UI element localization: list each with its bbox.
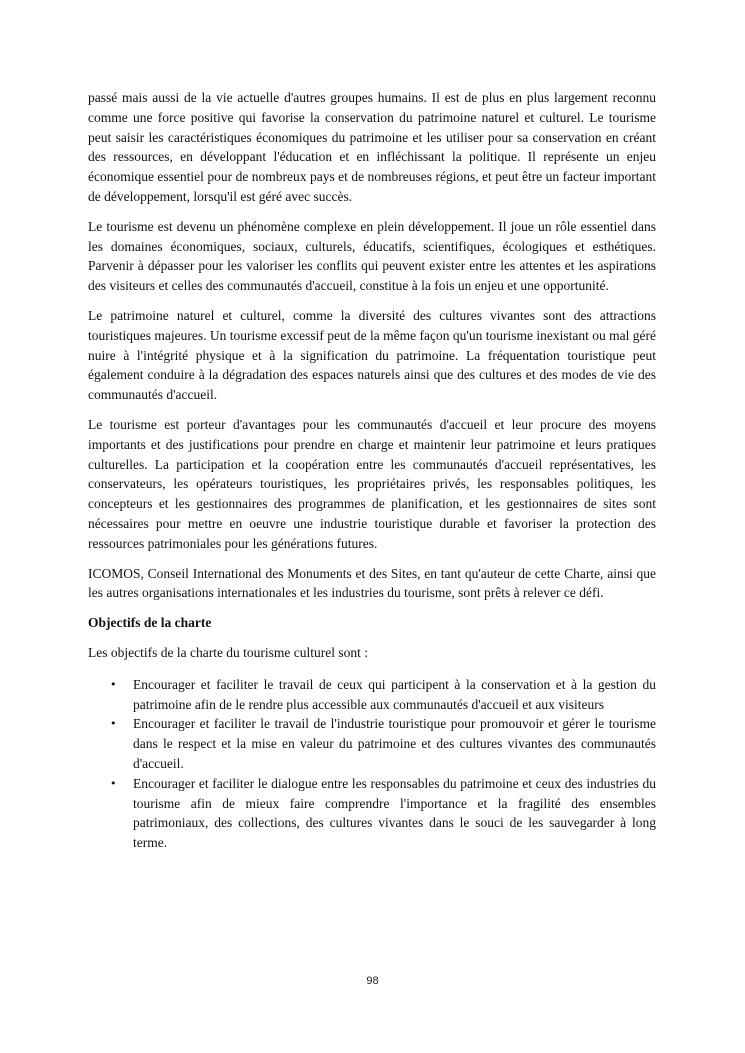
- body-paragraph: ICOMOS, Conseil International des Monuments et des Sites, en tant qu'auteur de cette Charte, ainsi que les autres organisations internationales et les industries du tourisme, sont prêts à relever ce défi.: [88, 565, 656, 601]
- list-item-text: Encourager et faciliter le travail de l'industrie touristique pour promouvoir et gérer le tourisme dans le respect et la mise en valeur du patrimoine et des cultures vivantes des communautés d'accueil.: [133, 716, 656, 771]
- list-item-text: Encourager et faciliter le travail de ceux qui participent à la conservation et à la gestion du patrimoine afin de le rendre plus accessible aux communautés d'accueil et aux visiteurs: [133, 676, 656, 712]
- list-item-text: Encourager et faciliter le dialogue entre les responsables du patrimoine et ceux des industries du tourisme afin de mieux faire comprendre l'importance et la fragilité des ensembles patrimoniaux, des collections, des cultures vivantes dans le souci de les sauvegarder à long terme.: [133, 775, 656, 851]
- bullet-icon: •: [110, 776, 117, 790]
- page-number: 98: [366, 975, 379, 987]
- body-paragraph: passé mais aussi de la vie actuelle d'autres groupes humains. Il est de plus en plus largement reconnu comme une force positive qui favorise la conservation du patrimoine naturel et culturel. Le tourisme peut saisir les caractéristiques économiques du patrimoine et les utiliser pour sa conservation en créant des ressources, en développant l'éducation et en infléchissant la politique. Il représente un enjeu économique essentiel pour de nombreux pays et de nombreuses régions, et peut être un facteur important de développement, lorsqu'il est géré avec succès.: [88, 90, 656, 204]
- objectives-list: [88, 675, 656, 853]
- document-page: [88, 88, 656, 853]
- body-paragraph: Le patrimoine naturel et culturel, comme la diversité des cultures vivantes sont des attractions touristiques majeures. Un tourisme excessif peut de la même façon qu'un tourisme inexistant ou mal géré nuire à l'intégrité physique et à la signification du patrimoine. La fréquentation touristique peut également conduire à la dégradation des espaces naturels ainsi que des cultures et des modes de vie des communautés d'accueil.: [88, 307, 656, 403]
- list-item: [88, 675, 656, 715]
- bullet-icon: •: [110, 677, 117, 691]
- list-item: [88, 714, 656, 773]
- body-paragraph: Le tourisme est devenu un phénomène complexe en plein développement. Il joue un rôle essentiel dans les domaines économiques, sociaux, culturels, éducatifs, scientifiques, écologiques et esthétiques. Parvenir à dépasser pour les valoriser les conflits qui peuvent exister entre les attentes et les aspirations des visiteurs et celles des communautés d'accueil, constitue à la fois un enjeu et une opportunité.: [88, 218, 656, 294]
- bullet-icon: •: [110, 717, 117, 731]
- objectives-intro: Les objectifs de la charte du tourisme culturel sont :: [88, 644, 369, 660]
- list-item: [88, 774, 656, 853]
- body-paragraph: Le tourisme est porteur d'avantages pour les communautés d'accueil et leur procure des moyens importants et des justifications pour prendre en charge et maintenir leur patrimoine et leurs pratiques culturelles. La participation et la coopération entre les communautés d'accueil représentatives, les conservateurs, les opérateurs touristiques, les propriétaires privés, les responsables politiques, les concepteurs et les gestionnaires des programmes de planification, et les gestionnaires de sites sont nécessaires pour mettre en oeuvre une industrie touristique durable et favoriser la protection des ressources patrimoniales pour les générations futures.: [88, 416, 656, 551]
- section-heading: Objectifs de la charte: [88, 615, 212, 631]
